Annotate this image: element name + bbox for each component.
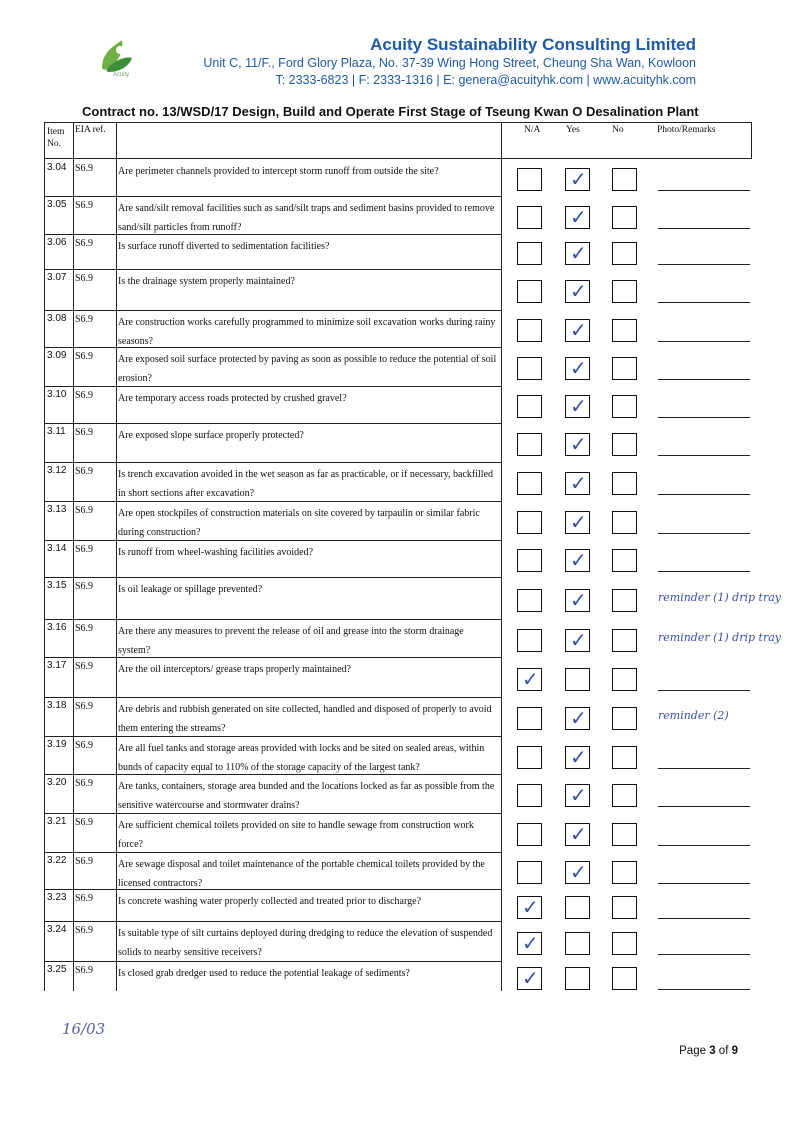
tick-mark-yes: ✓ (570, 432, 587, 456)
tick-mark-na: ✓ (522, 895, 539, 919)
tick-mark-na: ✓ (522, 966, 539, 990)
eia-ref: S6.9 (75, 390, 94, 401)
tick-mark-yes: ✓ (570, 167, 587, 191)
table-row (44, 736, 752, 774)
table-row (44, 196, 752, 234)
table-row (44, 697, 752, 736)
item-number: 3.19 (47, 739, 67, 750)
table-row (44, 774, 752, 813)
logo-label: Acuity (112, 72, 130, 78)
table-row (44, 921, 752, 961)
item-number: 3.05 (47, 199, 67, 210)
handwritten-remark: reminder (2) (658, 709, 729, 722)
item-number: 3.10 (47, 389, 67, 400)
table-row (44, 501, 752, 540)
checkbox-na[interactable] (517, 629, 542, 652)
checkbox-no[interactable] (612, 932, 637, 955)
company-logo (92, 38, 140, 90)
remark-line (658, 533, 750, 534)
table-row (44, 619, 781, 657)
question-text: Are construction works carefully programmed to minimize soil excavation works during rainy seasons? (118, 317, 496, 347)
item-number: 3.04 (47, 162, 67, 173)
eia-ref: S6.9 (75, 466, 94, 477)
checkbox-no[interactable] (612, 280, 637, 303)
question-text: Is oil leakage or spillage prevented? (118, 584, 263, 595)
remark-line (658, 954, 750, 955)
eia-ref: S6.9 (75, 740, 94, 751)
item-number: 3.24 (47, 924, 67, 935)
checkbox-no[interactable] (612, 511, 637, 534)
item-number: 3.12 (47, 465, 67, 476)
eia-ref: S6.9 (75, 581, 94, 592)
table-row (44, 462, 752, 501)
checkbox-na[interactable] (517, 357, 542, 380)
tick-mark-yes: ✓ (570, 471, 587, 495)
question-text: Are there any measures to prevent the release of oil and grease into the storm drainage system? (118, 626, 464, 656)
checkbox-na[interactable] (517, 707, 542, 730)
question-text: Is surface runoff diverted to sedimentation facilities? (118, 241, 330, 252)
item-number: 3.08 (47, 313, 67, 324)
remark-line (658, 571, 750, 572)
checkbox-na[interactable] (517, 168, 542, 191)
remark-line (658, 417, 750, 418)
remark-line (658, 690, 750, 691)
eia-ref: S6.9 (75, 163, 94, 174)
eia-ref: S6.9 (75, 238, 94, 249)
question-text: Are perimeter channels provided to intercept storm runoff from outside the site? (118, 166, 439, 177)
checkbox-na[interactable] (517, 511, 542, 534)
question-text: Is trench excavation avoided in the wet season as far as practicable, or if necessary, backfilled in short sections after excavation? (118, 469, 494, 499)
remark-line (658, 190, 750, 191)
checkbox-na[interactable] (517, 746, 542, 769)
question-text: Is closed grab dredger used to reduce the potential leakage of sediments? (118, 968, 410, 979)
table-row (44, 423, 752, 462)
header-eia: EIA ref. (75, 125, 106, 135)
tick-mark-yes: ✓ (570, 356, 587, 380)
page-prefix: Page (679, 1045, 710, 1057)
checkbox-no[interactable] (612, 395, 637, 418)
contract-title: Contract no. 13/WSD/17 Design, Build and Operate First Stage of Tseung Kwan O Desalination Plant (82, 104, 699, 119)
eia-ref: S6.9 (75, 351, 94, 362)
checkbox-no[interactable] (612, 967, 637, 990)
question-text: Are all fuel tanks and storage areas provided with locks and be sited on sealed areas, within bunds of capacity equal to 110% of the storage capacity of the largest tank? (118, 743, 485, 773)
company-name: Acuity Sustainability Consulting Limited (370, 35, 696, 54)
checkbox-na[interactable] (517, 549, 542, 572)
question-text: Are the oil interceptors/ grease traps properly maintained? (118, 664, 351, 675)
question-text: Are debris and rubbish generated on site collected, handled and disposed of properly to avoid them entering the streams? (118, 704, 492, 734)
checkbox-na[interactable] (517, 242, 542, 265)
column-line (751, 122, 752, 158)
checkbox-na[interactable] (517, 206, 542, 229)
eia-ref: S6.9 (75, 925, 94, 936)
item-number: 3.17 (47, 660, 67, 671)
tick-mark-yes: ✓ (570, 510, 587, 534)
tick-mark-yes: ✓ (570, 822, 587, 846)
checkbox-na[interactable] (517, 433, 542, 456)
tick-mark-yes: ✓ (570, 706, 587, 730)
company-address: Unit C, 11/F., Ford Glory Plaza, No. 37-39 Wing Hong Street, Cheung Sha Wan, Kowloon (203, 56, 696, 70)
checkbox-na[interactable] (517, 395, 542, 418)
remark-line (658, 989, 750, 990)
question-text: Is the drainage system properly maintained? (118, 276, 295, 287)
column-line (501, 122, 502, 991)
remark-line (658, 494, 750, 495)
item-number: 3.23 (47, 892, 67, 903)
remark-line (658, 264, 750, 265)
checkbox-no[interactable] (612, 629, 637, 652)
eia-ref: S6.9 (75, 817, 94, 828)
eia-ref: S6.9 (75, 893, 94, 904)
table-row (44, 386, 752, 423)
page-number (679, 1045, 738, 1057)
header-no: No (612, 125, 624, 135)
header-item: Item No. (47, 127, 65, 149)
tick-mark-yes: ✓ (570, 783, 587, 807)
checkbox-no[interactable] (612, 668, 637, 691)
table-row (44, 813, 752, 852)
eia-ref: S6.9 (75, 701, 94, 712)
checkbox-no[interactable] (612, 242, 637, 265)
table-row (44, 540, 752, 577)
tick-mark-yes: ✓ (570, 241, 587, 265)
item-number: 3.21 (47, 816, 67, 827)
question-text: Are sufficient chemical toilets provided on site to handle sewage from construction work force? (118, 820, 474, 850)
checkbox-no[interactable] (612, 896, 637, 919)
eia-ref: S6.9 (75, 544, 94, 555)
checkbox-no[interactable] (612, 549, 637, 572)
checkbox-no[interactable] (612, 823, 637, 846)
tick-mark-yes: ✓ (570, 318, 587, 342)
eia-ref: S6.9 (75, 778, 94, 789)
item-number: 3.07 (47, 272, 67, 283)
checkbox-na[interactable] (517, 823, 542, 846)
eia-ref: S6.9 (75, 427, 94, 438)
handwritten-remark: reminder (1) drip tray (658, 631, 781, 644)
question-text: Are sand/silt removal facilities such as sand/silt traps and sediment basins provided to remove sand/silt particles from runoff? (118, 203, 495, 233)
question-text: Are sewage disposal and toilet maintenance of the portable chemical toilets provided by the licensed contractors? (118, 859, 485, 889)
remark-line (658, 768, 750, 769)
eia-ref: S6.9 (75, 856, 94, 867)
remark-line (658, 341, 750, 342)
eia-ref: S6.9 (75, 661, 94, 672)
checkbox-no[interactable] (612, 861, 637, 884)
tick-mark-yes: ✓ (570, 745, 587, 769)
header-na: N/A (524, 125, 541, 135)
checkbox-no[interactable] (612, 433, 637, 456)
table-row (44, 347, 752, 386)
column-line (116, 122, 117, 991)
item-number: 3.22 (47, 855, 67, 866)
remark-line (658, 845, 750, 846)
tick-mark-yes: ✓ (570, 588, 587, 612)
checkbox-na[interactable] (517, 280, 542, 303)
remark-line (658, 806, 750, 807)
question-text: Is suitable type of silt curtains deployed during dredging to reduce the elevation of suspended solids to nearby sensitive receivers? (118, 928, 493, 958)
item-number: 3.11 (47, 426, 66, 437)
tick-mark-yes: ✓ (570, 628, 587, 652)
item-number: 3.16 (47, 622, 67, 633)
remark-line (658, 302, 750, 303)
remark-line (658, 918, 750, 919)
table-row (44, 852, 752, 889)
checklist-table (44, 122, 781, 991)
tick-mark-yes: ✓ (570, 279, 587, 303)
question-text: Is runoff from wheel-washing facilities avoided? (118, 547, 314, 558)
checkbox-no[interactable] (612, 206, 637, 229)
table-row (44, 234, 752, 269)
checkbox-na[interactable] (517, 319, 542, 342)
checkbox-no[interactable] (612, 784, 637, 807)
eia-ref: S6.9 (75, 273, 94, 284)
tick-mark-yes: ✓ (570, 394, 587, 418)
table-row (44, 310, 752, 347)
item-number: 3.06 (47, 237, 67, 248)
item-number: 3.20 (47, 777, 67, 788)
item-number: 3.09 (47, 350, 67, 361)
table-row (44, 159, 752, 196)
eia-ref: S6.9 (75, 965, 94, 976)
table-row (44, 889, 752, 921)
page-total: 9 (731, 1045, 738, 1057)
item-number: 3.25 (47, 964, 67, 975)
table-top-border (44, 122, 752, 123)
column-line (73, 122, 74, 991)
tick-mark-yes: ✓ (570, 205, 587, 229)
checkbox-yes[interactable] (565, 932, 590, 955)
question-text: Are exposed slope surface properly protected? (118, 430, 304, 441)
eia-ref: S6.9 (75, 200, 94, 211)
checkbox-na[interactable] (517, 589, 542, 612)
question-text: Are tanks, containers, storage area bunded and the locations locked as far as possible from the sensitive watercourse and stormwater drains? (118, 781, 495, 811)
checkbox-yes[interactable] (565, 896, 590, 919)
tick-mark-yes: ✓ (570, 860, 587, 884)
table-row (44, 961, 752, 991)
checkbox-na[interactable] (517, 861, 542, 884)
checkbox-no[interactable] (612, 589, 637, 612)
question-text: Are exposed soil surface protected by paving as soon as possible to reduce the potential of soil erosion? (118, 354, 497, 384)
eia-ref: S6.9 (75, 623, 94, 634)
tick-mark-na: ✓ (522, 931, 539, 955)
checkbox-no[interactable] (612, 357, 637, 380)
remark-line (658, 883, 750, 884)
handwritten-date: 16/03 (62, 1020, 106, 1038)
table-row (44, 269, 752, 310)
header-remarks: Photo/Remarks (657, 125, 716, 135)
item-number: 3.15 (47, 580, 67, 591)
remark-line (658, 379, 750, 380)
item-number: 3.14 (47, 543, 67, 554)
handwritten-remark: reminder (1) drip tray (658, 591, 781, 604)
tick-mark-yes: ✓ (570, 548, 587, 572)
checkbox-no[interactable] (612, 472, 637, 495)
checkbox-na[interactable] (517, 472, 542, 495)
checkbox-no[interactable] (612, 746, 637, 769)
remark-line (658, 228, 750, 229)
remark-line (658, 455, 750, 456)
question-text: Is concrete washing water properly collected and treated prior to discharge? (118, 896, 422, 907)
question-text: Are temporary access roads protected by crushed gravel? (118, 393, 347, 404)
page-current: 3 (709, 1045, 716, 1057)
item-number: 3.13 (47, 504, 67, 515)
checkbox-yes[interactable] (565, 668, 590, 691)
question-text: Are open stockpiles of construction materials on site covered by tarpaulin or similar fabric during construction? (118, 508, 480, 538)
checkbox-no[interactable] (612, 319, 637, 342)
checkbox-no[interactable] (612, 168, 637, 191)
tick-mark-na: ✓ (522, 667, 539, 691)
checkbox-yes[interactable] (565, 967, 590, 990)
item-number: 3.18 (47, 700, 67, 711)
eia-ref: S6.9 (75, 314, 94, 325)
company-contact: T: 2333-6823 | F: 2333-1316 | E: genera@acuityhk.com | www.acuityhk.com (275, 73, 696, 87)
checkbox-na[interactable] (517, 784, 542, 807)
checkbox-no[interactable] (612, 707, 637, 730)
column-line (44, 122, 45, 991)
page-sep: of (715, 1045, 732, 1057)
table-row (44, 657, 752, 697)
table-row (44, 577, 781, 619)
header-yes: Yes (566, 125, 580, 135)
eia-ref: S6.9 (75, 505, 94, 516)
